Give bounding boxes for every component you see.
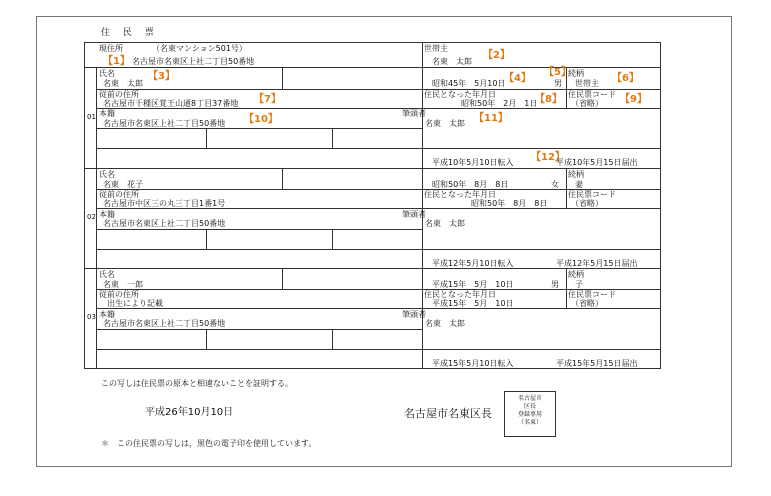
moved-in: 平成12年5月10日転入	[432, 259, 514, 268]
householder-name: 名東 太郎	[432, 57, 472, 66]
birth-date: 昭和50年 8月 8日	[432, 180, 509, 189]
head-label: 筆頭者	[402, 109, 426, 118]
relation: 子	[575, 280, 583, 289]
domicile-label: 本籍	[99, 109, 115, 118]
rule	[84, 268, 660, 269]
resident-date-label: 住民となった年月日	[424, 290, 496, 299]
rule	[84, 368, 661, 369]
person-number: 03	[87, 313, 96, 321]
birth-date: 昭和45年 5月10日	[432, 79, 506, 88]
rule	[96, 67, 97, 368]
prev-address: 名古屋市千種区覚王山通8丁目37番地	[103, 99, 239, 108]
marker-12: 【12】	[531, 152, 565, 163]
rule	[97, 128, 422, 129]
domicile: 名古屋市名東区上社二丁目50番地	[103, 219, 226, 228]
head-of-family: 名東 太郎	[425, 319, 465, 328]
rule	[97, 229, 422, 230]
person-name: 名東 花子	[103, 180, 143, 189]
relation-label: 続柄	[568, 170, 584, 179]
rule	[97, 148, 660, 149]
resident-code-label: 住民票コード	[568, 290, 616, 299]
prev-address-label: 従前の住所	[99, 290, 139, 299]
seal-line: （名東）	[517, 419, 542, 426]
rule	[422, 68, 423, 168]
moved-in: 平成15年5月10日転入	[432, 359, 514, 368]
rule	[84, 67, 660, 68]
official-seal	[504, 391, 556, 437]
prev-address: 名古屋市中区三の丸三丁目1番1号	[103, 199, 226, 208]
person-number: 01	[87, 113, 96, 121]
marker-7: 【7】	[254, 94, 281, 105]
rule	[97, 329, 422, 330]
notified: 平成10年5月15日届出	[556, 158, 638, 167]
resident-date-label: 住民となった年月日	[424, 90, 496, 99]
prev-address: 出生により記載	[107, 299, 163, 308]
domicile: 名古屋市名東区上社二丁目50番地	[103, 319, 226, 328]
rule	[84, 42, 85, 368]
head-of-family: 名東 太郎	[425, 219, 465, 228]
person-name: 名東 一郎	[103, 280, 143, 289]
resident-code: （省略）	[571, 299, 603, 308]
marker-10: 【10】	[244, 114, 278, 125]
sex: 男	[551, 280, 559, 289]
notified: 平成12年5月15日届出	[556, 259, 638, 268]
rule	[282, 68, 283, 89]
rule	[97, 208, 660, 209]
rule	[206, 229, 207, 249]
head-of-family: 名東 太郎	[425, 119, 465, 128]
birth-date: 平成15年 5月 10日	[432, 280, 514, 289]
marker-8: 【8】	[535, 94, 562, 105]
address-note: （名東マンション501号）	[152, 44, 247, 53]
domicile: 名古屋市名東区上社二丁目50番地	[103, 119, 226, 128]
rule	[84, 42, 660, 43]
resident-date-label: 住民となった年月日	[424, 190, 496, 199]
seal-line: 登録専用	[517, 411, 542, 418]
relation-label: 続柄	[568, 270, 584, 279]
address-label: 現住所	[99, 44, 123, 53]
footnote: ＊ この住民票の写しは，黒色の電子印を使用しています。	[101, 439, 317, 448]
resident-code-label: 住民票コード	[568, 90, 616, 99]
resident-date: 昭和50年 2月 1日	[461, 99, 538, 108]
head-label: 筆頭者	[402, 210, 426, 219]
notified: 平成15年5月15日届出	[556, 359, 638, 368]
rule	[97, 349, 660, 350]
rule	[206, 128, 207, 148]
rule	[422, 42, 423, 67]
domicile-label: 本籍	[99, 310, 115, 319]
rule	[332, 128, 333, 148]
rule	[282, 269, 283, 289]
rule	[97, 108, 660, 109]
issue-date: 平成26年10月10日	[145, 407, 234, 418]
mayor-title: 名古屋市名東区長	[404, 407, 492, 420]
marker-2: 【2】	[483, 50, 510, 61]
resident-date: 昭和50年 8月 8日	[471, 199, 548, 208]
domicile-label: 本籍	[99, 210, 115, 219]
prev-address-label: 従前の住所	[99, 90, 139, 99]
sex: 男	[554, 79, 562, 88]
person-number: 02	[87, 213, 96, 221]
rule	[660, 42, 661, 368]
resident-code: （省略）	[571, 99, 603, 108]
marker-5: 【5】	[544, 67, 571, 78]
relation: 世帯主	[575, 79, 599, 88]
current-address: 名古屋市名東区上社二丁目50番地	[132, 57, 255, 66]
marker-4: 【4】	[504, 73, 531, 84]
sex: 女	[551, 180, 559, 189]
prev-address-label: 従前の住所	[99, 190, 139, 199]
document-title: 住 民 票	[101, 28, 159, 38]
name-label: 氏名	[99, 69, 115, 78]
moved-in: 平成10年5月10日転入	[432, 158, 514, 167]
rule	[97, 308, 660, 309]
relation: 妻	[575, 180, 583, 189]
marker-11: 【11】	[474, 113, 508, 124]
seal-line: 名古屋市	[517, 395, 542, 402]
name-label: 氏名	[99, 170, 115, 179]
householder-label: 世帯主	[424, 44, 448, 53]
rule	[332, 229, 333, 249]
marker-6: 【6】	[612, 73, 639, 84]
seal-line: 区長	[523, 403, 536, 410]
person-name: 名東 太郎	[103, 79, 143, 88]
marker-1: 【1】	[103, 56, 130, 67]
certify-text: この写しは住民票の原本と相違ないことを証明する。	[101, 379, 293, 388]
resident-code-label: 住民票コード	[568, 190, 616, 199]
rule	[282, 169, 283, 189]
name-label: 氏名	[99, 270, 115, 279]
relation-label: 続柄	[568, 69, 584, 78]
rule	[206, 329, 207, 349]
marker-9: 【9】	[620, 94, 647, 105]
head-label: 筆頭者	[402, 310, 426, 319]
rule	[97, 249, 660, 250]
rule	[84, 168, 660, 169]
resident-code: （省略）	[571, 199, 603, 208]
resident-date: 平成15年 5月 10日	[432, 299, 514, 308]
rule	[332, 329, 333, 349]
marker-3: 【3】	[148, 71, 175, 82]
